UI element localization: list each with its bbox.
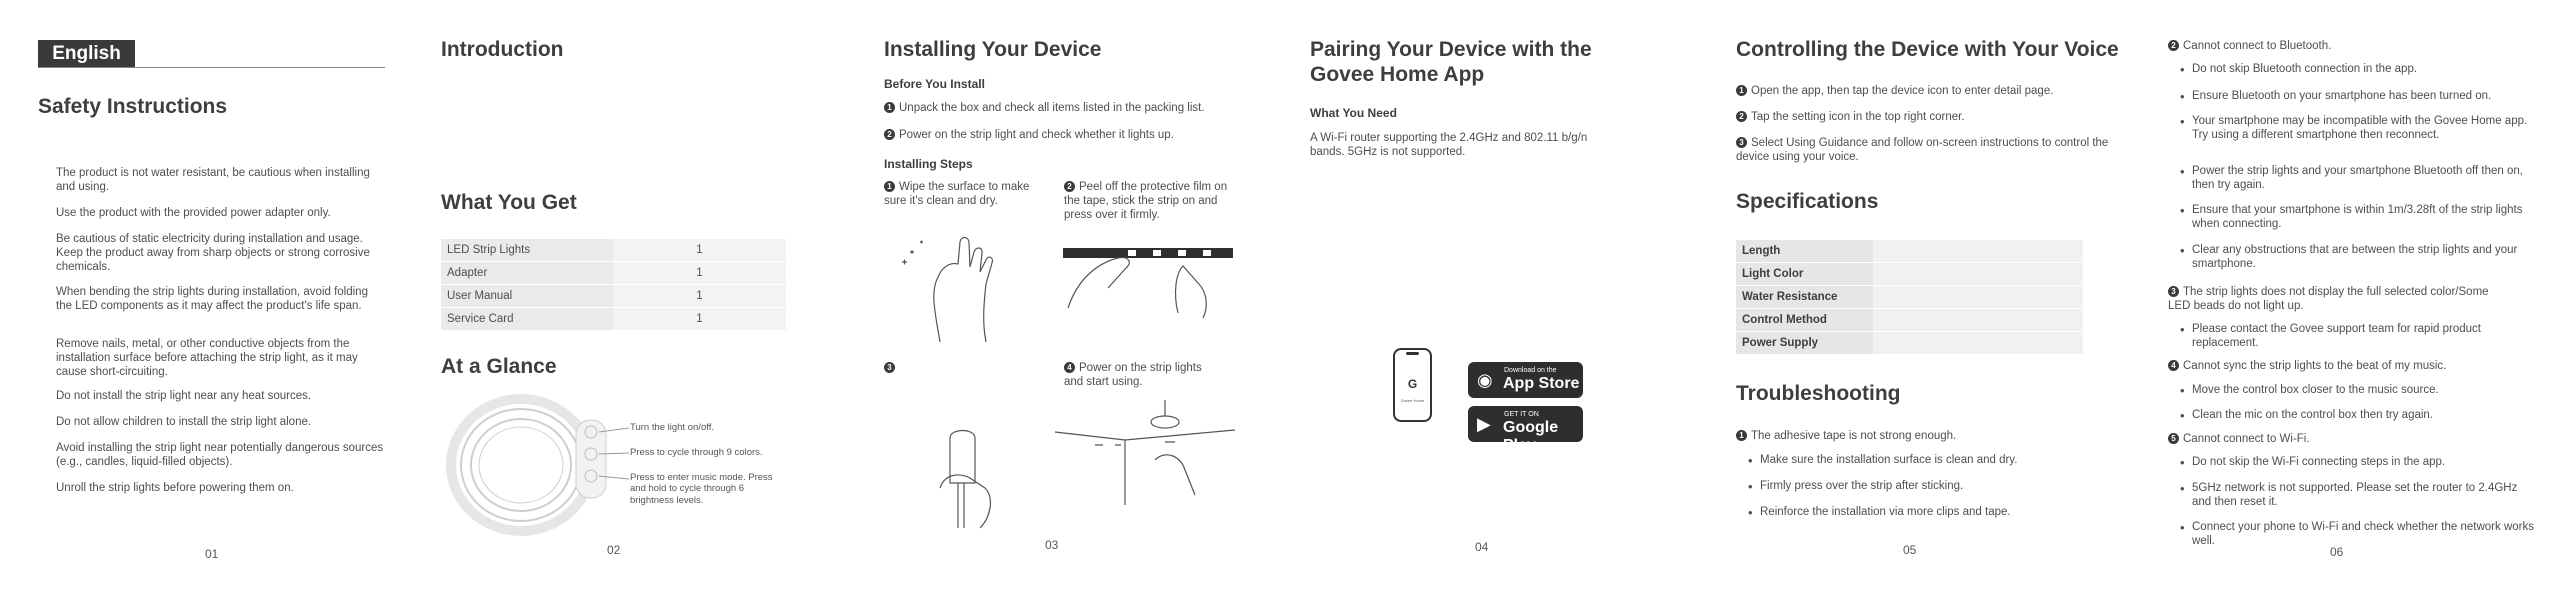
safety-paragraph: Remove nails, metal, or other conductive objects from the installation surface before attaching the strip light, as it may cause short-circuiting. <box>56 338 358 379</box>
clip-install-illustration <box>930 428 1010 533</box>
table-row <box>1736 332 2083 355</box>
step-text: Power on the strip lights and start using. <box>1064 362 1202 389</box>
item-qty: 1 <box>613 285 786 308</box>
trouble-question <box>1736 429 2116 443</box>
page-number: 05 <box>1903 543 1917 557</box>
step-number: 1 <box>1736 85 1747 96</box>
strip-light-illustration <box>441 390 631 540</box>
step-text: Wipe the surface to make sure it's clean and dry. <box>884 181 1030 208</box>
voice-step <box>1736 110 2116 124</box>
introduction-title: Introduction <box>441 38 564 61</box>
step-number: 3 <box>1736 137 1747 148</box>
phone-illustration <box>1393 348 1432 422</box>
install-step <box>1064 180 1234 222</box>
safety-paragraph: Avoid installing the strip light near potentially dangerous sources (e.g., candles, liquid-filled objects). <box>56 442 384 469</box>
troubleshooting-title: Troubleshooting <box>1736 382 1901 405</box>
step-text: Power on the strip light and check whether it lights up. <box>899 129 1174 141</box>
trouble-tip: • Clean the mic on the control box then try again. <box>2178 408 2537 422</box>
trouble-tip: • Make sure the installation surface is clean and dry. <box>1746 453 2120 467</box>
table-row <box>1736 263 2083 286</box>
step-number: 2 <box>2168 40 2179 51</box>
govee-logo-icon: G <box>1407 377 1418 391</box>
step-text: Unpack the box and check all items listed in the packing list. <box>899 102 1205 114</box>
power-button-callout: Turn the light on/off. <box>630 422 714 433</box>
step-number: 4 <box>2168 360 2179 371</box>
step-number: 5 <box>2168 433 2179 444</box>
safety-paragraph: Do not install the strip light near any heat sources. <box>56 390 312 402</box>
table-row <box>441 308 786 331</box>
before-step <box>884 128 1254 142</box>
step-number: 3 <box>884 362 895 373</box>
install-step <box>1064 361 1224 389</box>
installing-title: Installing Your Device <box>884 38 1102 61</box>
page-number: 03 <box>1045 538 1059 552</box>
page-number: 04 <box>1475 540 1489 554</box>
install-step <box>884 180 1044 208</box>
step-number: 2 <box>1064 181 1075 192</box>
voice-step <box>1736 136 2116 164</box>
step-text: Open the app, then tap the device icon to enter detail page. <box>1751 85 2054 97</box>
before-step <box>884 101 1254 115</box>
google-play-icon: ▶ <box>1477 414 1491 434</box>
spec-value <box>1873 309 2083 332</box>
step-text: Tap the setting icon in the top right corner. <box>1751 111 1965 123</box>
spec-value <box>1873 332 2083 355</box>
packing-list-table <box>441 239 786 331</box>
question-text: Cannot connect to Wi-Fi. <box>2183 433 2310 445</box>
table-row <box>1736 286 2083 309</box>
what-you-need-title: What You Need <box>1310 106 1397 120</box>
pairing-title: Pairing Your Device with the Govee Home App <box>1310 38 1592 87</box>
item-qty: 1 <box>613 239 786 262</box>
safety-paragraph: Unroll the strip lights before powering them on. <box>56 482 294 494</box>
trouble-tip: • Move the control box closer to the music source. <box>2178 383 2537 397</box>
item-name: User Manual <box>441 285 613 308</box>
peel-film-illustration <box>1058 238 1238 328</box>
app-store-label: App Store <box>1503 375 1580 392</box>
trouble-tip: • Ensure that your smartphone is within 1m/3.28ft of the strip lights when connecting. <box>2178 203 2537 231</box>
item-qty: 1 <box>613 262 786 285</box>
trouble-question <box>2168 285 2513 313</box>
phone-app-label: Govee Home <box>1400 398 1425 403</box>
safety-paragraph: Use the product with the provided power adapter only. <box>56 207 331 219</box>
table-row <box>441 262 786 285</box>
table-row <box>441 285 786 308</box>
spec-label: Control Method <box>1736 309 1873 332</box>
step-number: 1 <box>1736 430 1747 441</box>
installing-steps-title: Installing Steps <box>884 157 973 171</box>
safety-paragraph: The product is not water resistant, be cautious when installing and using. <box>56 167 370 194</box>
before-install-title: Before You Install <box>884 77 985 91</box>
item-qty: 1 <box>613 308 786 331</box>
table-row <box>1736 309 2083 332</box>
step-text: Select Using Guidance and follow on-screen instructions to control the device using your voice. <box>1736 137 2109 164</box>
table-row <box>1736 240 2083 263</box>
item-name: LED Strip Lights <box>441 239 613 262</box>
language-badge: English <box>38 40 135 67</box>
what-you-need-text: A Wi-Fi router supporting the 2.4GHz and 802.11 b/g/n bands. 5GHz is not supported. <box>1310 132 1588 159</box>
trouble-tip: • Do not skip the Wi-Fi connecting steps in the app. <box>2178 455 2537 469</box>
power-on-illustration <box>1055 400 1235 505</box>
spec-value <box>1873 286 2083 309</box>
table-row <box>441 239 786 262</box>
trouble-tip: • Clear any obstructions that are between the strip lights and your smartphone. <box>2178 243 2537 271</box>
trouble-tip: • Ensure Bluetooth on your smartphone has been turned on. <box>2178 89 2537 103</box>
question-text: Cannot sync the strip lights to the beat of my music. <box>2183 360 2447 372</box>
trouble-tip: • 5GHz network is not supported. Please set the router to 2.4GHz and then reset it. <box>2178 481 2537 509</box>
item-name: Service Card <box>441 308 613 331</box>
google-play-small-label: GET IT ON <box>1504 411 1539 418</box>
app-store-small-label: Download on the <box>1504 367 1557 374</box>
google-play-label: Google Play <box>1503 419 1559 454</box>
page-number: 06 <box>2330 545 2344 559</box>
voice-control-title: Controlling the Device with Your Voice <box>1736 38 2119 61</box>
trouble-tip: • Connect your phone to Wi-Fi and check whether the network works well. <box>2178 520 2537 548</box>
safety-paragraph: Do not allow children to install the strip light alone. <box>56 416 312 428</box>
trouble-tip: • Your smartphone may be incompatible with the Govee Home app. Try using a different smartphone then reconnect. <box>2178 114 2537 142</box>
what-you-get-title: What You Get <box>441 191 577 214</box>
install-step <box>884 361 914 375</box>
item-name: Adapter <box>441 262 613 285</box>
safety-title: Safety Instructions <box>38 95 228 118</box>
specifications-title: Specifications <box>1736 190 1879 213</box>
question-text: The adhesive tape is not strong enough. <box>1751 430 1957 442</box>
step-text: Peel off the protective film on the tape, stick the strip on and press over it firmly. <box>1064 181 1228 222</box>
trouble-tip: • Please contact the Govee support team for rapid product replacement. <box>2178 322 2537 350</box>
color-button-callout: Press to cycle through 9 colors. <box>630 447 763 458</box>
google-play-button[interactable] <box>1468 406 1583 454</box>
trouble-question <box>2168 359 2528 373</box>
spec-value <box>1873 263 2083 286</box>
page-number: 02 <box>607 543 621 557</box>
app-store-button[interactable] <box>1468 362 1583 398</box>
at-a-glance-title: At a Glance <box>441 355 557 378</box>
wipe-surface-illustration <box>890 222 1040 342</box>
divider <box>38 67 385 68</box>
question-text: Cannot connect to Bluetooth. <box>2183 40 2332 52</box>
spec-value <box>1873 240 2083 263</box>
safety-paragraph: When bending the strip lights during installation, avoid folding the LED components as it may affect the product's life span. <box>56 286 368 313</box>
step-number: 1 <box>884 181 895 192</box>
voice-step <box>1736 84 2116 98</box>
specifications-table <box>1736 240 2083 355</box>
trouble-question <box>2168 432 2528 446</box>
spec-label: Light Color <box>1736 263 1873 286</box>
spec-label: Water Resistance <box>1736 286 1873 309</box>
trouble-tip: • Power the strip lights and your smartphone Bluetooth off then on, then try again. <box>2178 164 2537 192</box>
apple-icon: ◉ <box>1477 370 1493 390</box>
step-number: 1 <box>884 102 895 113</box>
music-button-callout: Press to enter music mode. Press and hold to cycle through 6 brightness levels. <box>630 472 773 506</box>
step-number: 2 <box>884 129 895 140</box>
trouble-question <box>2168 39 2528 53</box>
safety-paragraph: Be cautious of static electricity during installation and usage. Keep the product away from sharp objects or strong corrosive chemicals. <box>56 233 370 274</box>
step-number: 3 <box>2168 286 2179 297</box>
phone-notch <box>1406 352 1419 355</box>
spec-label: Power Supply <box>1736 332 1873 355</box>
trouble-tip: • Do not skip Bluetooth connection in the app. <box>2178 62 2537 76</box>
trouble-tip: • Reinforce the installation via more clips and tape. <box>1746 505 2120 519</box>
question-text: The strip lights does not display the full selected color/Some LED beads do not light up. <box>2168 286 2489 313</box>
step-number: 2 <box>1736 111 1747 122</box>
page-number: 01 <box>205 547 219 561</box>
step-number: 4 <box>1064 362 1075 373</box>
spec-label: Length <box>1736 240 1873 263</box>
trouble-tip: • Firmly press over the strip after sticking. <box>1746 479 2120 493</box>
